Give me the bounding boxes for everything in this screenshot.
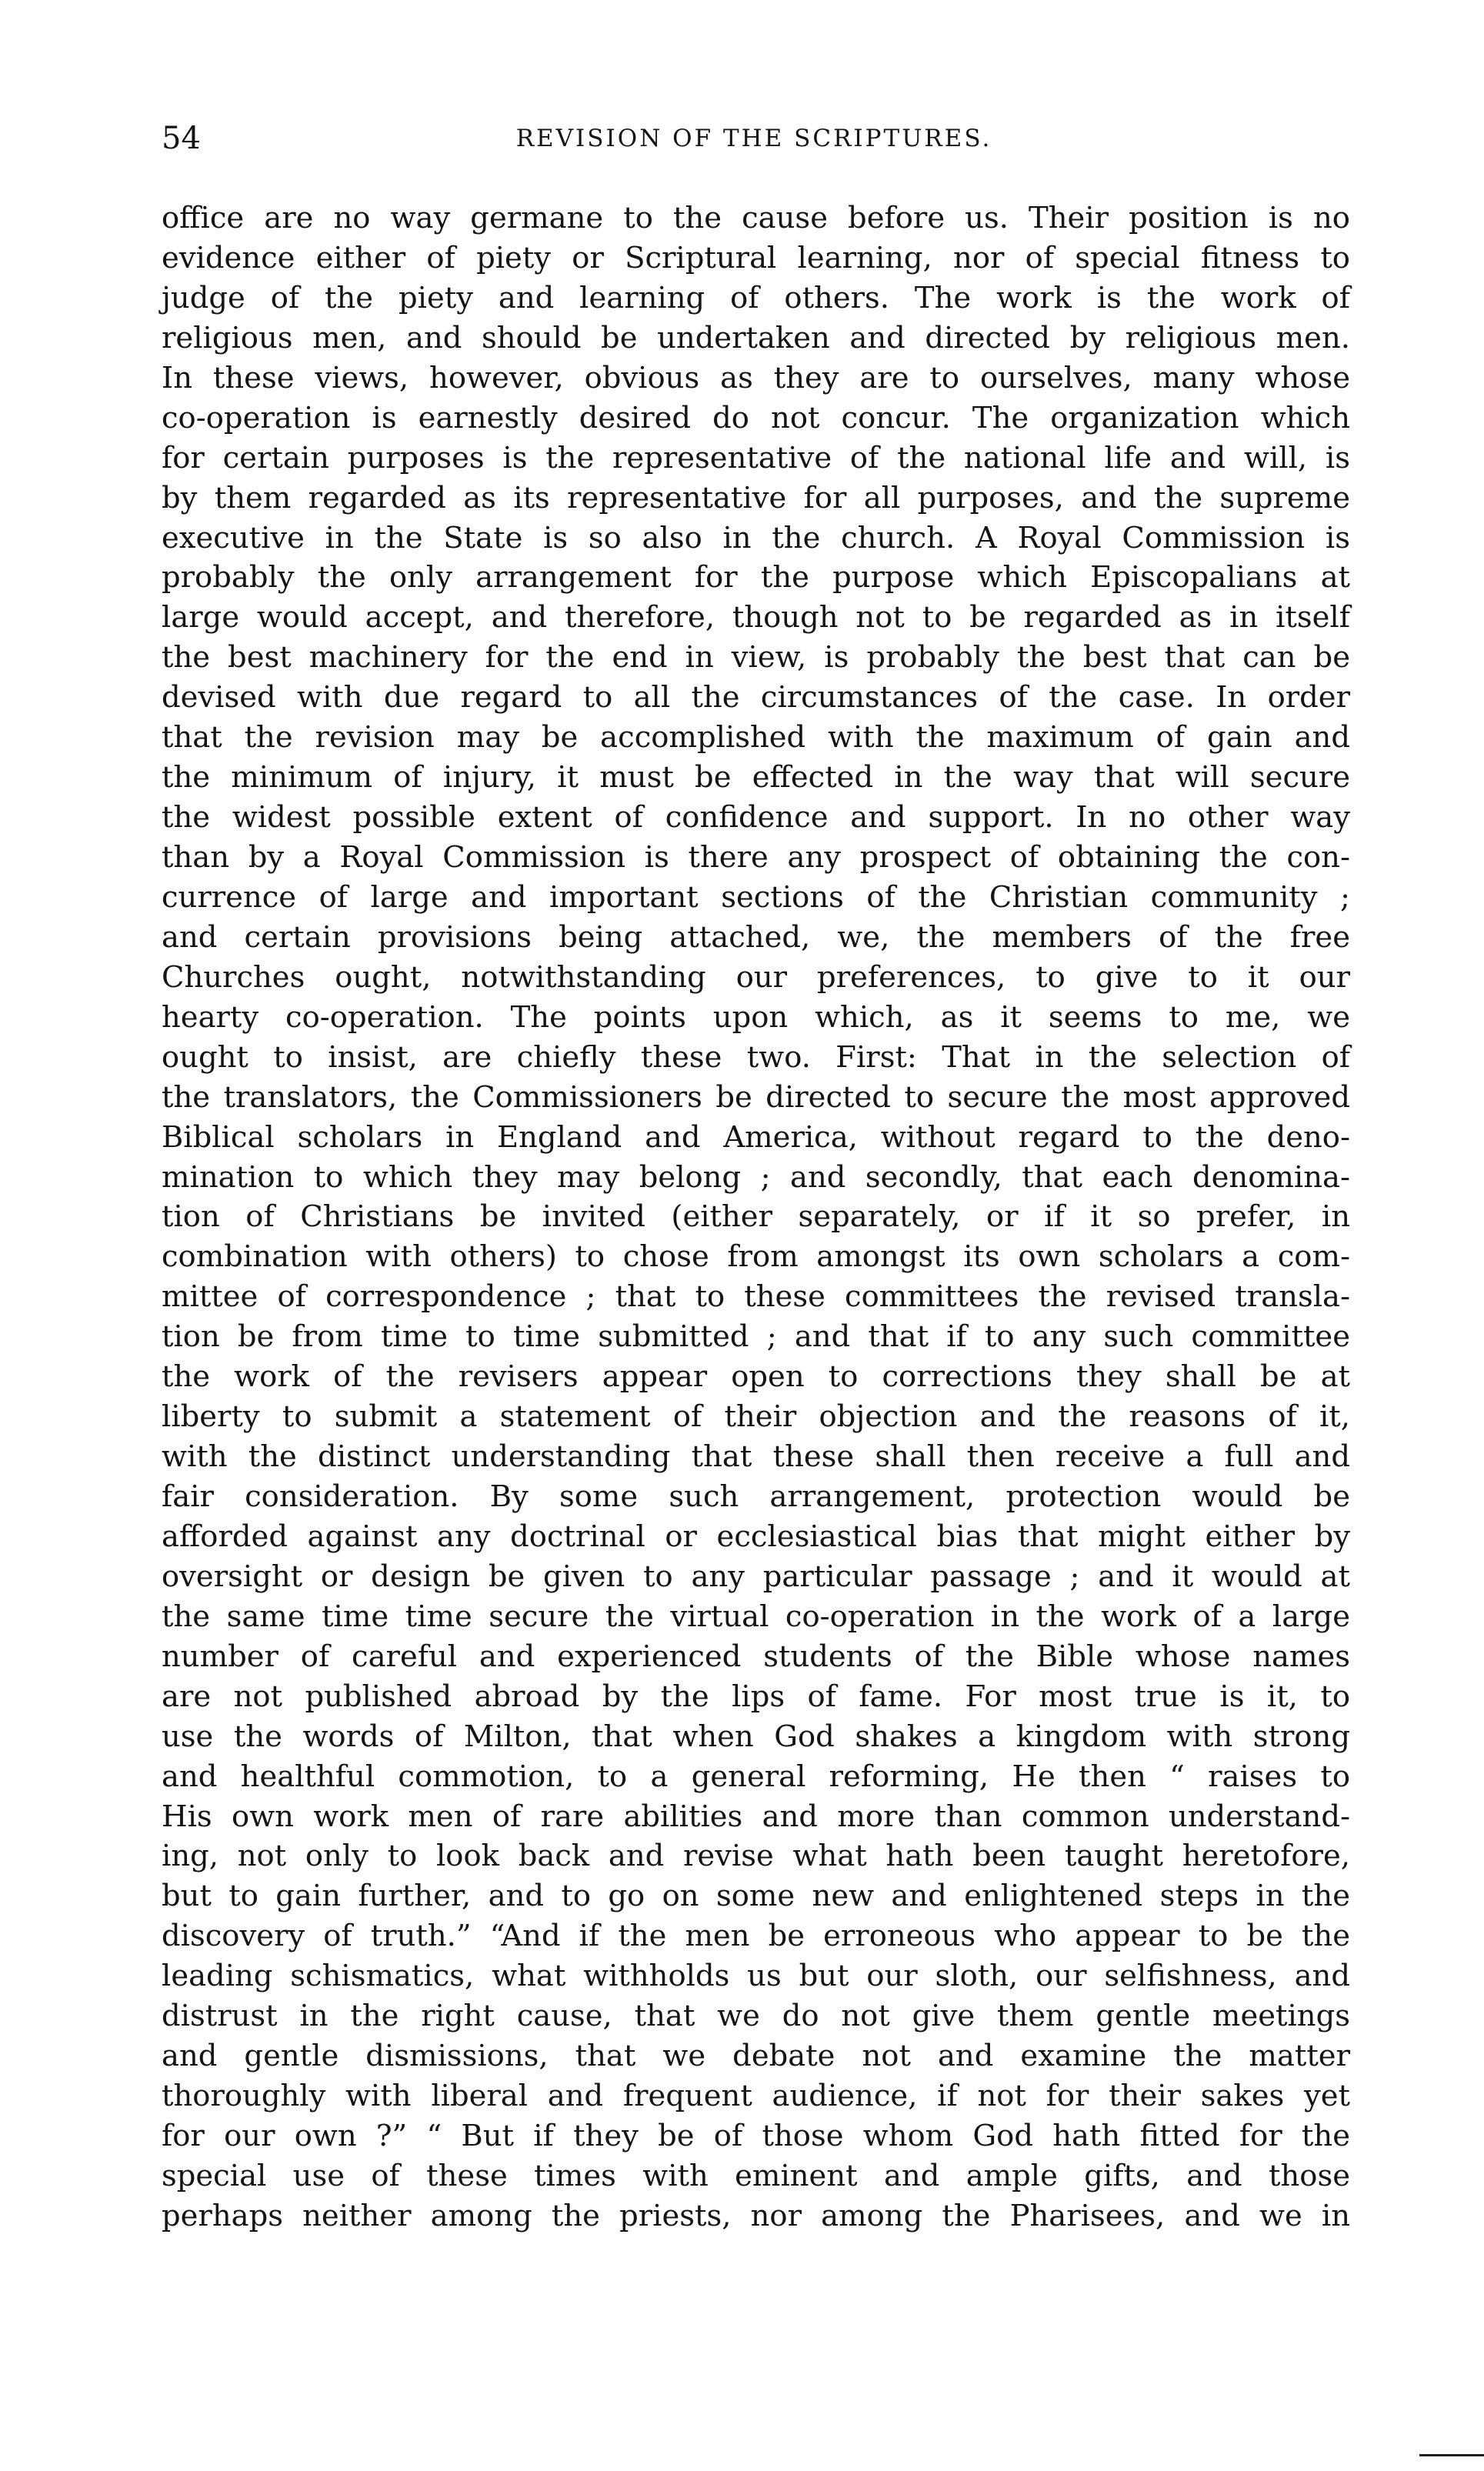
text-line: tion be from time to time submitted ; and that if to any such committee xyxy=(162,1319,1350,1355)
text-line: the same time time secure the virtual co-operation in the work of a large xyxy=(162,1599,1350,1634)
text-line: ing, not only to look back and revise what hath been taught heretofore, xyxy=(162,1839,1350,1874)
text-line: afforded against any doctrinal or ecclesiastical bias that might either by xyxy=(162,1519,1350,1554)
text-line: the work of the revisers appear open to corrections they shall be at xyxy=(162,1359,1350,1395)
text-line: large would accept, and therefore, though not to be regarded as in itself xyxy=(162,600,1350,635)
text-line: co-operation is earnestly desired do not concur. The organization which xyxy=(162,400,1350,435)
text-line: by them regarded as its representative for all purposes, and the supreme xyxy=(162,480,1350,515)
running-header xyxy=(162,115,1346,162)
text-line: leading schismatics, what withholds us but our sloth, our selfishness, and xyxy=(162,1959,1350,1994)
text-line: oversight or design be given to any particular passage ; and it would at xyxy=(162,1559,1350,1594)
text-line: the translators, the Commissioners be directed to secure the most approved xyxy=(162,1079,1350,1115)
text-line: liberty to submit a statement of their objection and the reasons of it, xyxy=(162,1399,1350,1435)
text-line: fair consideration. By some such arrangement, protection would be xyxy=(162,1479,1350,1514)
text-line: the minimum of injury, it must be effected in the way that will secure xyxy=(162,760,1350,795)
text-line: Biblical scholars in England and America, without regard to the deno- xyxy=(162,1119,1350,1155)
text-line: are not published abroad by the lips of fame. For most true is it, to xyxy=(162,1679,1350,1714)
text-line: that the revision may be accomplished with the maximum of gain and xyxy=(162,720,1350,755)
text-line: evidence either of piety or Scriptural learning, nor of special fitness to xyxy=(162,240,1350,275)
text-line: number of careful and experienced students of the Bible whose names xyxy=(162,1639,1350,1674)
text-line: for our own ?” “ But if they be of those whom God hath fitted for the xyxy=(162,2119,1350,2153)
text-line: the widest possible extent of confidence and support. In no other way xyxy=(162,800,1350,835)
text-line: His own work men of rare abilities and more than common understand- xyxy=(162,1799,1350,1834)
text-line: mination to which they may belong ; and secondly, that each denomina- xyxy=(162,1159,1350,1195)
text-line: than by a Royal Commission is there any prospect of obtaining the con- xyxy=(162,840,1350,875)
text-line: In these views, however, obvious as they are to ourselves, many whose xyxy=(162,360,1350,395)
text-line: and gentle dismissions, that we debate not and examine the matter xyxy=(162,2039,1350,2074)
text-line: the best machinery for the end in view, is probably the best that can be xyxy=(162,640,1350,675)
text-line: use the words of Milton, that when God shakes a kingdom with strong xyxy=(162,1719,1350,1754)
text-line: hearty co-operation. The points upon which, as it seems to me, we xyxy=(162,999,1350,1035)
text-line: for certain purposes is the representative of the national life and will, is xyxy=(162,440,1350,475)
text-line: devised with due regard to all the circumstances of the case. In order xyxy=(162,680,1350,715)
text-line: perhaps neither among the priests, nor among the Pharisees, and we in xyxy=(162,2198,1350,2233)
scan-edge-rule xyxy=(1419,2454,1484,2456)
text-line: religious men, and should be undertaken and directed by religious men. xyxy=(162,320,1350,355)
text-line: executive in the State is so also in the church. A Royal Commission is xyxy=(162,520,1350,555)
text-line: distrust in the right cause, that we do not give them gentle meetings xyxy=(162,1999,1350,2034)
text-line: tion of Christians be invited (either separately, or if it so prefer, in xyxy=(162,1199,1350,1235)
text-line: mittee of correspondence ; that to these committees the revised transla- xyxy=(162,1279,1350,1315)
text-line: special use of these times with eminent and ample gifts, and those xyxy=(162,2158,1350,2193)
text-line: Churches ought, notwithstanding our preferences, to give to it our xyxy=(162,959,1350,995)
text-line: and certain provisions being attached, we, the members of the free xyxy=(162,919,1350,955)
text-line: currence of large and important sections of the Christian community ; xyxy=(162,879,1350,915)
text-line: ought to insist, are chiefly these two. First: That in the selection of xyxy=(162,1039,1350,1075)
text-line: judge of the piety and learning of others. The work is the work of xyxy=(162,280,1350,315)
text-line: combination with others) to chose from amongst its own scholars a com- xyxy=(162,1239,1350,1275)
text-line: and healthful commotion, to a general reforming, He then “ raises to xyxy=(162,1759,1350,1794)
text-line: with the distinct understanding that these shall then receive a full and xyxy=(162,1439,1350,1475)
running-title: REVISION OF THE SCRIPTURES. xyxy=(515,125,992,152)
text-line: discovery of truth.” “And if the men be erroneous who appear to be the xyxy=(162,1919,1350,1954)
body-paragraph xyxy=(162,198,1350,2236)
text-line: but to gain further, and to go on some new and enlightened steps in the xyxy=(162,1879,1350,1914)
text-line: office are no way germane to the cause before us. Their position is no xyxy=(162,201,1350,235)
text-line: thoroughly with liberal and frequent audience, if not for their sakes yet xyxy=(162,2079,1350,2114)
text-line: probably the only arrangement for the purpose which Episcopalians at xyxy=(162,560,1350,595)
page-number: 54 xyxy=(162,121,201,156)
